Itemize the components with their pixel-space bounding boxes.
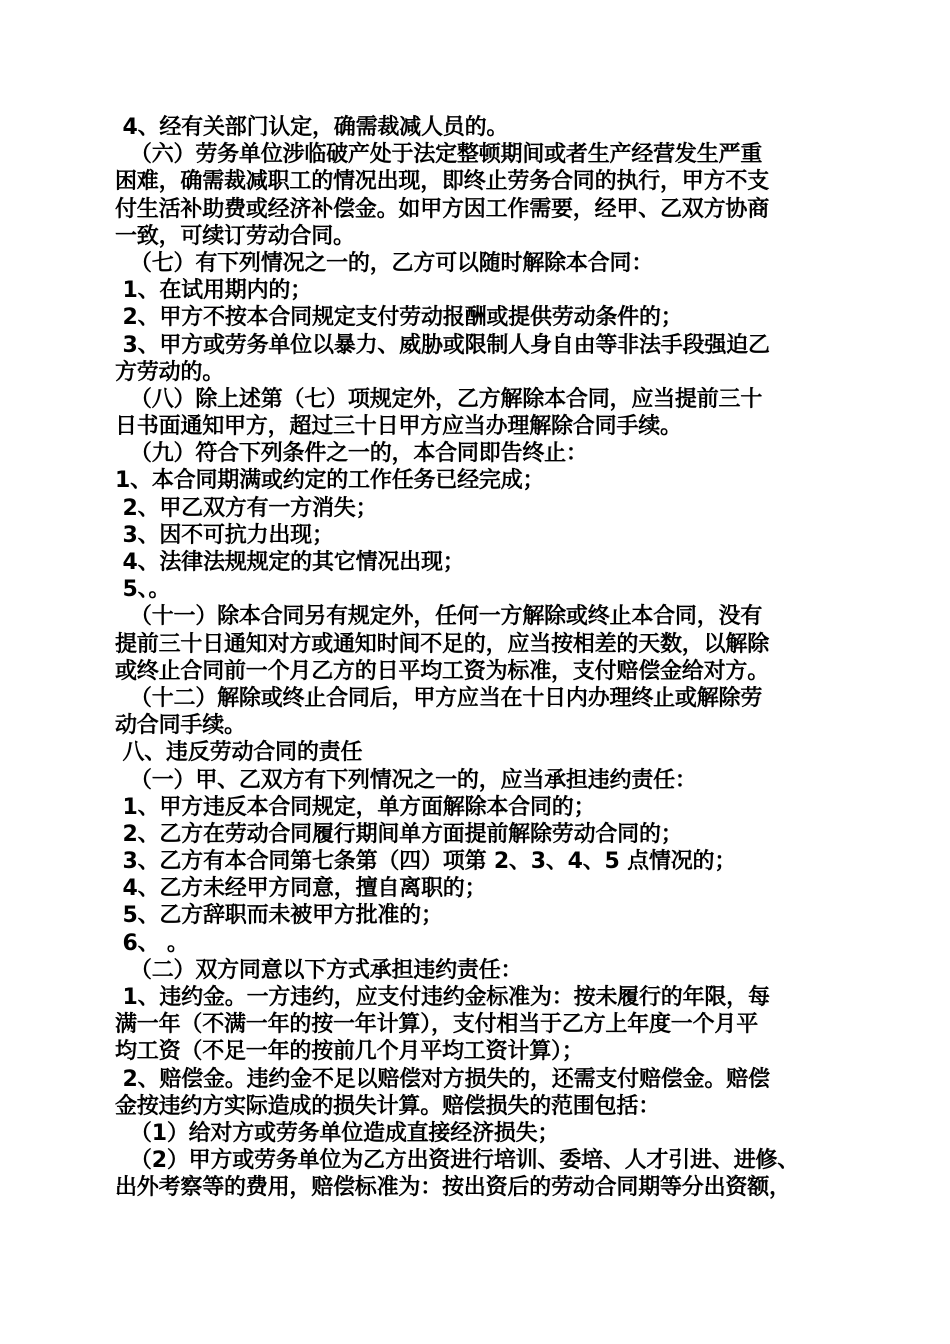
text-line: （2）甲方或劳务单位为乙方出资进行培训、委培、人才引进、进修、 [115,1148,800,1174]
text-line: 5、乙方辞职而未被甲方批准的； [115,903,443,929]
text-line: 3、甲方或劳务单位以暴力、威胁或限制人身自由等非法手段强迫乙 [115,332,770,358]
text-line: （一）甲、乙双方有下列情况之一的，应当承担违约责任： [115,767,697,793]
text-line: 6、 。 [115,930,189,956]
text-line: 金按违约方实际造成的损失计算。赔偿损失的范围包括： [115,1093,661,1119]
text-line: 付生活补助费或经济补偿金。如甲方因工作需要，经甲、乙双方协商 [115,196,770,222]
text-line: （二）双方同意以下方式承担违约责任： [115,957,523,983]
text-line: 均工资（不足一年的按前几个月平均工资计算）； [115,1039,584,1065]
text-line: （十二）解除或终止合同后，甲方应当在十日内办理终止或解除劳 [115,685,763,711]
text-line: 4、经有关部门认定，确需裁减人员的。 [115,115,509,140]
text-line: （七）有下列情况之一的，乙方可以随时解除本合同： [115,250,654,276]
text-line: 提前三十日通知对方或通知时间不足的，应当按相差的天数，以解除 [115,631,770,657]
text-line: 1、在试用期内的； [115,278,312,304]
text-line: 日书面通知甲方，超过三十日甲方应当办理解除合同手续。 [115,414,682,440]
text-line: （九）符合下列条件之一的，本合同即告终止： [115,441,588,467]
text-line: 困难，确需裁减职工的情况出现，即终止劳务合同的执行，甲方不支 [115,169,770,195]
text-line: 方劳动的。 [115,359,225,385]
text-line: 一致，可续订劳动合同。 [115,223,355,249]
text-line: （1）给对方或劳务单位造成直接经济损失； [115,1120,560,1146]
text-line: 满一年（不满一年的按一年计算），支付相当于乙方上年度一个月平 [115,1012,759,1038]
text-line: 或终止合同前一个月乙方的日平均工资为标准，支付赔偿金给对方。 [115,658,770,684]
text-line: 1、本合同期满或约定的工作任务已经完成； [115,468,545,494]
text-line: （六）劳务单位涉临破产处于法定整顿期间或者生产经营发生严重 [115,142,763,168]
text-line: 1、甲方违反本合同规定，单方面解除本合同的； [115,794,596,820]
text-line: 3、乙方有本合同第七条第（四）项第 2、3、4、5 点情况的； [115,849,737,875]
text-line: 动合同手续。 [115,713,246,739]
text-line: （八）除上述第（七）项规定外，乙方解除本合同，应当提前三十 [115,386,763,412]
text-line: 4、法律法规规定的其它情况出现； [115,550,465,575]
text-line: 1、违约金。一方违约，应支付违约金标准为：按未履行的年限，每 [115,985,770,1010]
text-line: 出外考察等的费用，赔偿标准为：按出资后的劳动合同期等分出资额， [115,1175,791,1201]
text-line: 2、甲乙双方有一方消失； [115,495,378,521]
text-line: 5、。 [115,577,171,603]
text-line: 3、因不可抗力出现； [115,522,334,548]
text-line: 2、甲方不按本合同规定支付劳动报酬或提供劳动条件的； [115,305,683,331]
section-heading: 八、违反劳动合同的责任 [115,740,363,766]
contract-text-body [115,114,845,1202]
text-line: 4、乙方未经甲方同意，擅自离职的； [115,876,487,902]
text-line: 2、乙方在劳动合同履行期间单方面提前解除劳动合同的； [115,821,683,847]
text-line: （十一）除本合同另有规定外，任何一方解除或终止本合同，没有 [115,604,763,630]
text-line: 2、赔偿金。违约金不足以赔偿对方损失的，还需支付赔偿金。赔偿 [115,1066,770,1092]
